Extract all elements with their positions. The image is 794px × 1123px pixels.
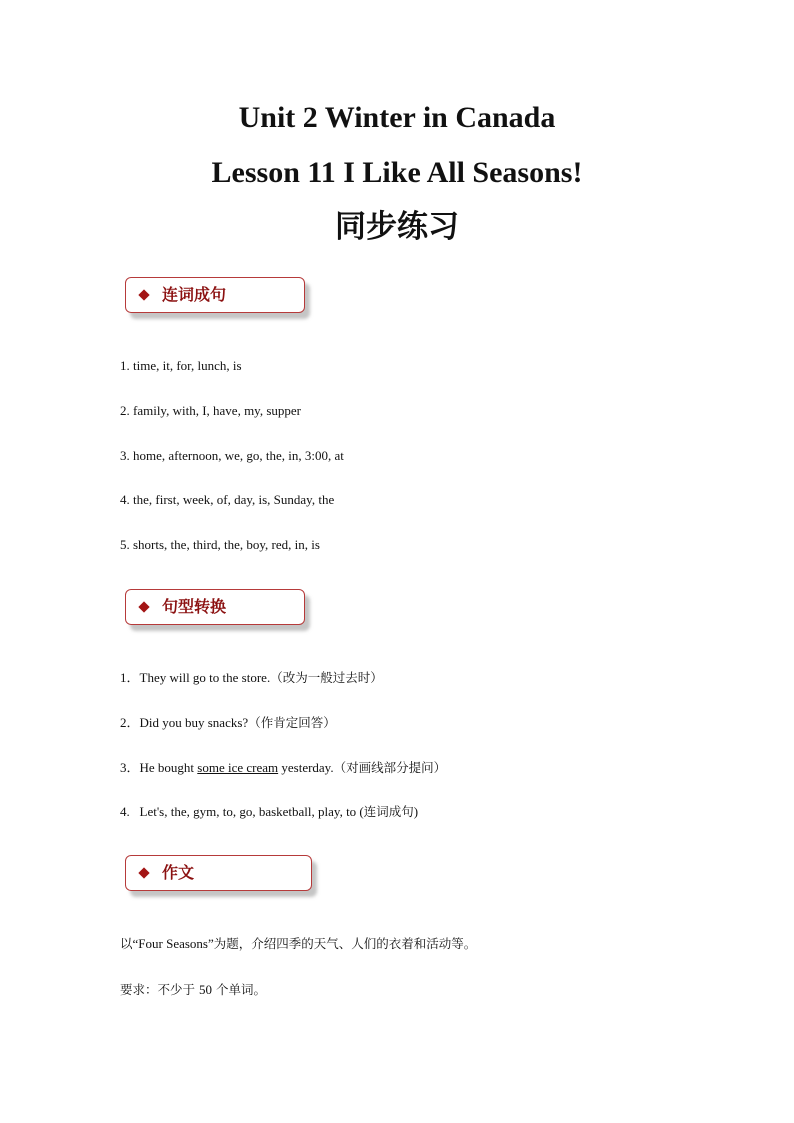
question-item: 4. the, first, week, of, day, is, Sunday, the (120, 492, 335, 507)
question-text: 2．Did you buy snacks? (120, 715, 249, 730)
requirement-text: 个单词。 (211, 982, 266, 997)
exercise-title: 同步练习 (335, 209, 459, 245)
section-label: 作文 (162, 863, 195, 882)
question-instruction: （作肯定回答） (248, 715, 336, 730)
question-item: 3. home, afternoon, we, go, the, in, 3:00, at (120, 448, 344, 463)
question-item (120, 714, 336, 732)
question-instruction: （对画线部分提问） (333, 760, 447, 775)
question-text: 1．They will go to the store. (120, 670, 271, 685)
question-item (120, 669, 383, 687)
diamond-icon (138, 601, 149, 612)
prompt-topic: “Four Seasons” (132, 936, 214, 951)
prompt-text: 为题，介绍四季的天气、人们的衣着和活动等。 (213, 936, 477, 951)
section-header-sentence-transform (125, 589, 305, 625)
requirement-text: 要求：不少于 (120, 982, 199, 997)
question-item (120, 759, 446, 777)
underlined-phrase: some ice cream (197, 760, 279, 775)
question-item: 1. time, it, for, lunch, is (120, 358, 242, 373)
section-header-word-order (125, 277, 305, 313)
question-text: 3．He bought (120, 760, 198, 775)
question-item (120, 803, 418, 821)
diamond-icon (138, 867, 149, 878)
section-label: 句型转换 (162, 597, 227, 616)
question-instruction: 连词成句 (363, 804, 414, 819)
question-text: ) (413, 804, 419, 819)
unit-title: Unit 2 Winter in Canada (238, 101, 556, 134)
composition-requirement (120, 981, 266, 999)
question-text: 4. Let's, the, gym, to, go, basketball, play, to ( (120, 804, 364, 819)
section-label: 连词成句 (162, 285, 227, 304)
question-item: 2. family, with, I, have, my, supper (120, 403, 301, 418)
word-count: 50 (198, 982, 212, 997)
question-text: yesterday. (278, 760, 334, 775)
prompt-text: 以 (120, 936, 133, 951)
section-header-composition (125, 855, 312, 891)
question-instruction: （改为一般过去时） (270, 670, 383, 685)
composition-prompt (120, 935, 476, 953)
lesson-title: Lesson 11 I Like All Seasons! (211, 156, 583, 189)
diamond-icon (138, 289, 149, 300)
question-item: 5. shorts, the, third, the, boy, red, in, is (120, 537, 320, 552)
